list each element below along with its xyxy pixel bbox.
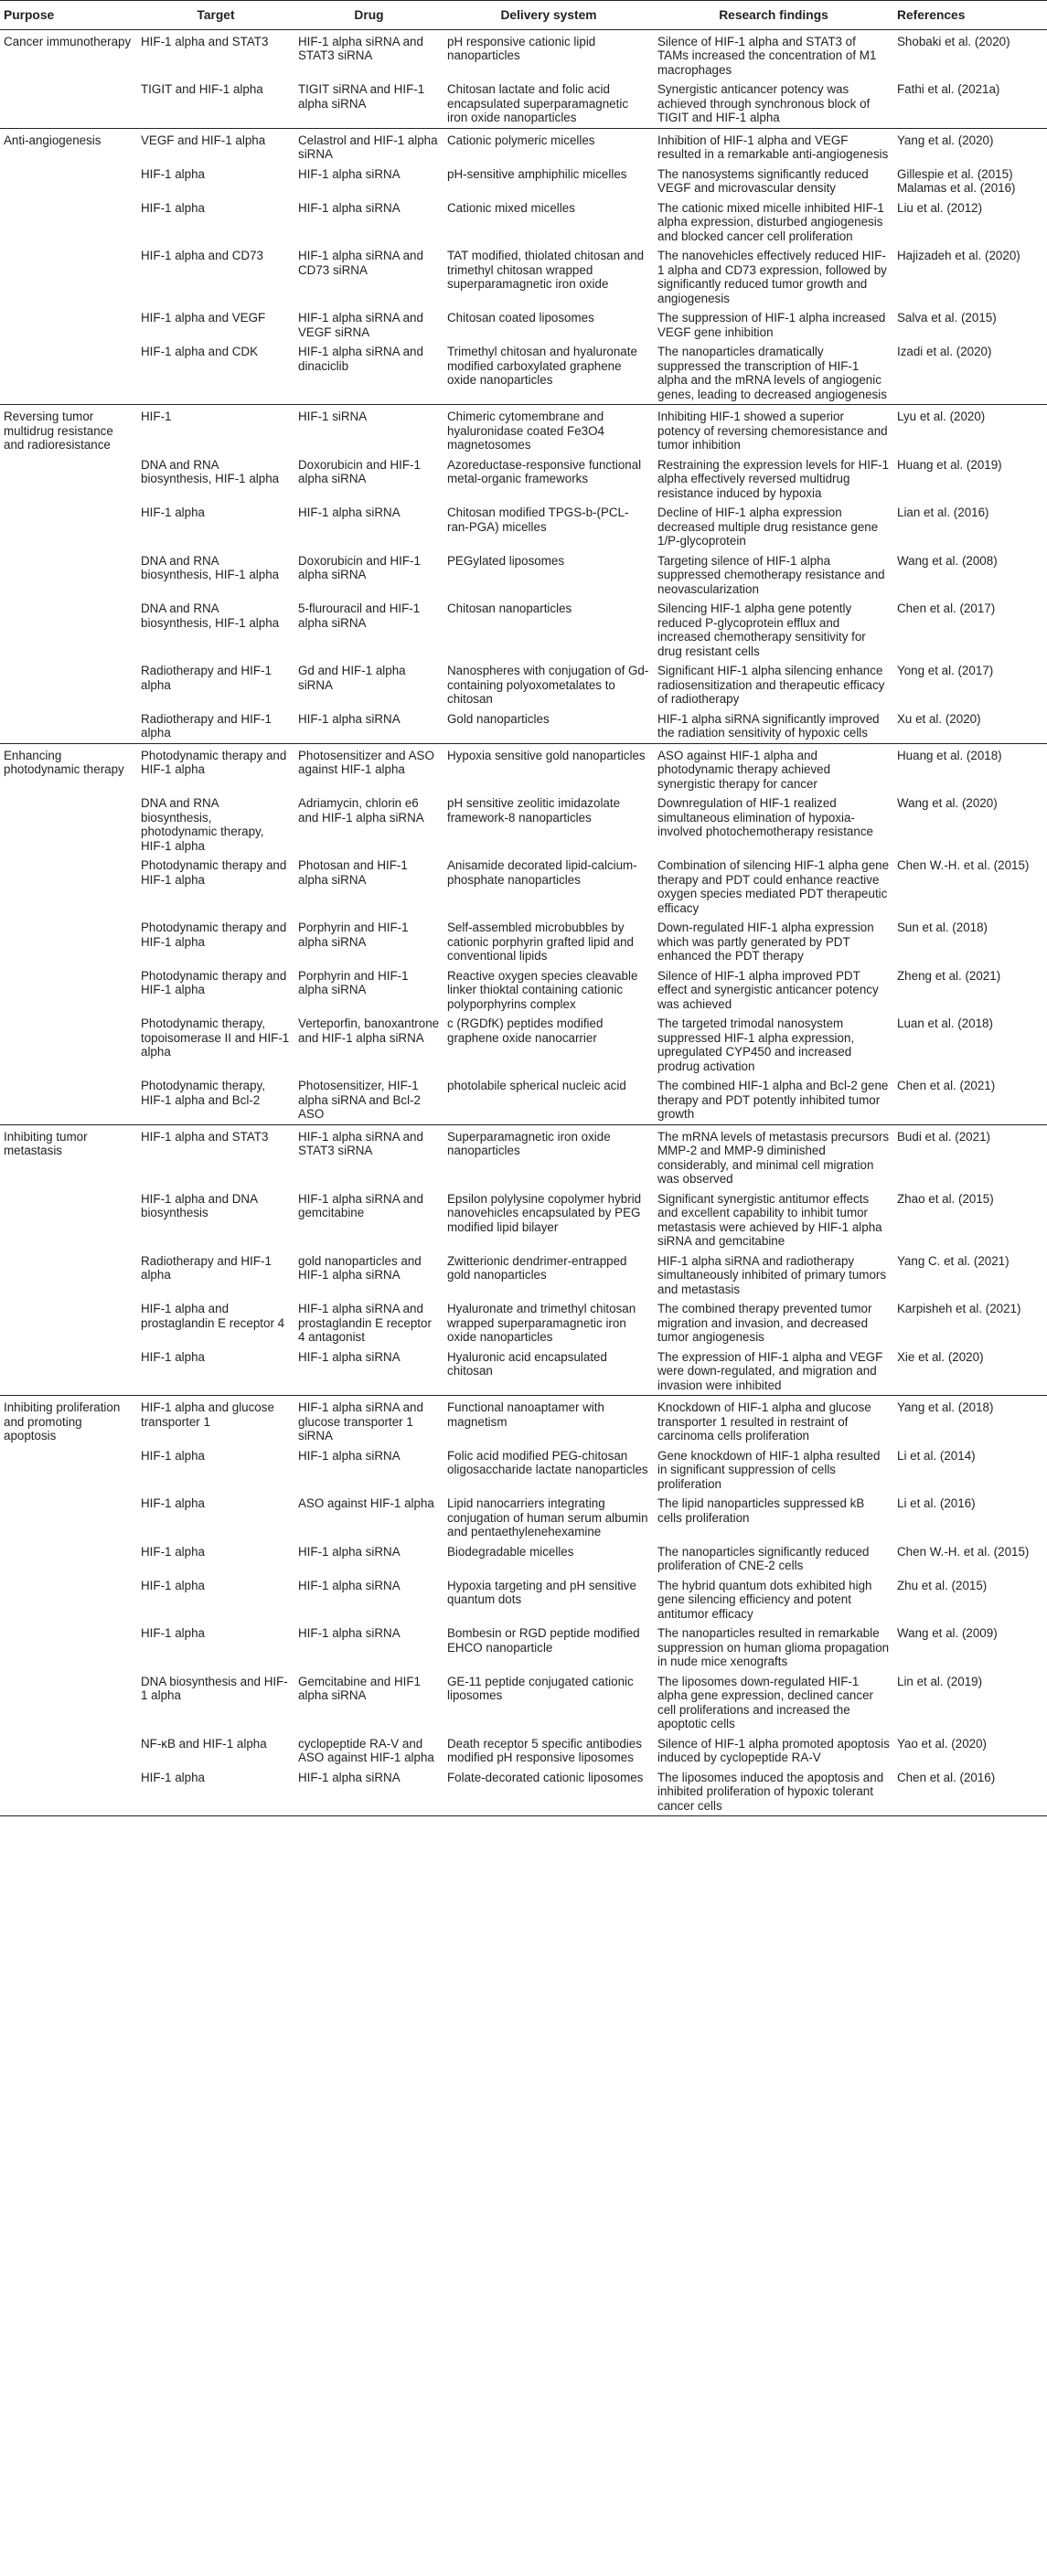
table-row [0, 455, 1047, 504]
cell-purpose [0, 793, 137, 856]
table-row [0, 29, 1047, 80]
table-row [0, 1299, 1047, 1347]
cell-findings: The nanovehicles effectively reduced HIF-1 alpha and CD73 expression, followed by significantly reduced tumor growth and angiogenesis [657, 249, 887, 305]
cell-purpose [0, 455, 137, 504]
table-body [0, 29, 1047, 1816]
cell-target: DNA biosynthesis and HIF-1 alpha [141, 1674, 288, 1702]
cell-delivery: Folate-decorated cationic liposomes [443, 1768, 654, 1816]
cell-purpose: Anti-angiogenesis [0, 128, 137, 165]
cell-refs: Wang et al. (2009) [897, 1626, 998, 1640]
table-row [0, 1542, 1047, 1576]
cell-drug: HIF-1 alpha siRNA [298, 200, 401, 215]
cell-drug: 5-flurouracil and HIF-1 alpha siRNA [298, 601, 421, 630]
cell-findings: The liposomes induced the apoptosis and inhibited proliferation of hypoxic tolerant cancer cells [654, 1768, 893, 1816]
table-row [0, 1768, 1047, 1816]
cell-delivery: Chitosan coated liposomes [447, 311, 594, 325]
cell-target: DNA and RNA biosynthesis, HIF-1 alpha [141, 457, 280, 485]
cell-target: HIF-1 alpha [141, 506, 205, 519]
cell-drug: TIGIT siRNA and HIF-1 alpha siRNA [298, 82, 425, 111]
cell-findings: Inhibiting HIF-1 showed a superior potency of reversing chemoresistance and tumor inhibition [654, 405, 893, 455]
cell-findings: Silence of HIF-1 alpha and STAT3 of TAMs increased the concentration of M1 macrophages [654, 29, 893, 80]
header-target: Target [137, 1, 294, 30]
cell-purpose [0, 1014, 137, 1076]
cell-target: Photodynamic therapy and HIF-1 alpha [141, 921, 287, 949]
cell-purpose [0, 1623, 137, 1672]
cell-findings: Targeting silence of HIF-1 alpha suppressed chemotherapy resistance and neovascularization [657, 553, 885, 596]
cell-purpose [0, 599, 137, 661]
cell-target: Radiotherapy and HIF-1 alpha [141, 1253, 272, 1282]
cell-drug: Porphyrin and HIF-1 alpha siRNA [298, 921, 409, 949]
cell-findings: Restraining the expression levels for HIF-1 alpha effectively reversed multidrug resistance induced by hypoxia [657, 457, 890, 500]
cell-purpose [0, 342, 137, 405]
cell-purpose: Inhibiting tumor metastasis [0, 1124, 137, 1189]
cell-drug: HIF-1 alpha siRNA [298, 1578, 401, 1592]
table-row [0, 1446, 1047, 1495]
cell-drug: HIF-1 siRNA [294, 405, 443, 455]
table-row [0, 128, 1047, 165]
cell-drug: Photosensitizer and ASO against HIF-1 alpha [294, 743, 443, 793]
cell-findings: The combined therapy prevented tumor migration and invasion, and decreased tumor angiogenesis [657, 1302, 872, 1344]
cell-findings: HIF-1 alpha siRNA significantly improved the radiation sensitivity of hypoxic cells [657, 711, 880, 740]
table-row [0, 503, 1047, 551]
cell-target: TIGIT and HIF-1 alpha [141, 82, 263, 96]
table-row [0, 1623, 1047, 1672]
header-drug: Drug [294, 1, 443, 30]
cell-drug: HIF-1 alpha siRNA [298, 1448, 401, 1463]
cell-target: HIF-1 alpha [141, 1349, 205, 1364]
cell-purpose [0, 1446, 137, 1495]
cell-drug: ASO against HIF-1 alpha [298, 1496, 434, 1510]
cell-findings: Silence of HIF-1 alpha promoted apoptosis induced by cyclopeptide RA-V [657, 1736, 890, 1764]
cell-target: HIF-1 alpha [141, 1626, 205, 1640]
cell-target: Radiotherapy and HIF-1 alpha [141, 711, 272, 740]
cell-target: HIF-1 alpha [141, 1544, 205, 1559]
cell-purpose [0, 1494, 137, 1542]
cell-drug: Doxorubicin and HIF-1 alpha siRNA [298, 553, 421, 581]
cell-refs: Lian et al. (2016) [897, 506, 989, 519]
cell-drug: HIF-1 alpha siRNA [298, 1626, 401, 1640]
cell-refs: Chen et al. (2016) [893, 1768, 1047, 1816]
cell-delivery: Chitosan nanoparticles [447, 601, 572, 615]
cell-drug: HIF-1 alpha siRNA [298, 1349, 401, 1364]
cell-delivery: Gold nanoparticles [447, 711, 550, 726]
table-row [0, 80, 1047, 128]
cell-target: Photodynamic therapy, HIF-1 alpha and Bcl-2 [141, 1079, 265, 1107]
cell-refs: Karpisheh et al. (2021) [897, 1302, 1021, 1315]
cell-drug: HIF-1 alpha siRNA and glucose transporter 1 siRNA [294, 1396, 443, 1446]
table-row [0, 918, 1047, 966]
table-row [0, 793, 1047, 856]
cell-delivery: Reactive oxygen species cleavable linker thioktal containing cationic polyporphyrins complex [447, 968, 638, 1011]
cell-purpose [0, 709, 137, 744]
table-row [0, 405, 1047, 455]
cell-findings: The mRNA levels of metastasis precursors MMP-2 and MMP-9 diminished considerably, and minimal cell migration was observed [654, 1124, 893, 1189]
cell-purpose [0, 661, 137, 709]
cell-target: HIF-1 alpha [141, 1448, 205, 1463]
cell-findings: Inhibition of HIF-1 alpha and VEGF resulted in a remarkable anti-angiogenesis [654, 128, 893, 165]
cell-drug: HIF-1 alpha siRNA [298, 711, 401, 726]
cell-delivery: Cationic polymeric micelles [443, 128, 654, 165]
cell-refs: Zheng et al. (2021) [897, 968, 1001, 983]
cell-findings: HIF-1 alpha siRNA and radiotherapy simultaneously inhibited of primary tumors and metastasis [657, 1253, 887, 1296]
table-row [0, 1189, 1047, 1251]
cell-purpose [0, 1251, 137, 1300]
cell-drug: Gemcitabine and HIF1 alpha siRNA [298, 1674, 421, 1702]
cell-delivery: pH responsive cationic lipid nanoparticles [443, 29, 654, 80]
cell-findings: The nanosystems significantly reduced VEGF and microvascular density [657, 166, 869, 195]
cell-refs: Chen W.-H. et al. (2015) [897, 1544, 1030, 1559]
cell-refs: Fathi et al. (2021a) [897, 82, 1000, 96]
cell-refs: Yang C. et al. (2021) [897, 1253, 1010, 1268]
cell-refs: Shobaki et al. (2020) [893, 29, 1047, 80]
cell-target: Photodynamic therapy and HIF-1 alpha [141, 858, 287, 887]
cell-purpose [0, 198, 137, 247]
cell-target: Radiotherapy and HIF-1 alpha [141, 664, 272, 692]
cell-refs: Chen W.-H. et al. (2015) [897, 858, 1030, 872]
cell-delivery: Epsilon polylysine copolymer hybrid nanovehicles encapsulated by PEG modified lipid bilayer [447, 1191, 642, 1234]
cell-purpose: Enhancing photodynamic therapy [0, 743, 137, 793]
cell-delivery: Lipid nanocarriers integrating conjugation of human serum albumin and pentaethylenehexamine [447, 1496, 648, 1538]
cell-target: Photodynamic therapy and HIF-1 alpha [137, 743, 294, 793]
cell-findings: Combination of silencing HIF-1 alpha gene therapy and PDT could enhance reactive oxygen species mediated PDT therapeutic efficacy [657, 858, 890, 915]
cell-target: HIF-1 alpha and STAT3 [137, 29, 294, 80]
table-row [0, 1494, 1047, 1542]
cell-drug: HIF-1 alpha siRNA [298, 506, 401, 519]
cell-delivery: pH-sensitive amphiphilic micelles [447, 166, 627, 181]
cell-refs: Salva et al. (2015) [897, 311, 997, 325]
cell-findings: Down-regulated HIF-1 alpha expression which was partly generated by PDT enhanced the PDT therapy [657, 921, 874, 963]
cell-findings: The liposomes down-regulated HIF-1 alpha gene expression, declined cancer cell proliferations and increased the apoptotic cells [657, 1674, 873, 1730]
cell-refs: Wang et al. (2020) [897, 796, 998, 810]
table-row [0, 246, 1047, 308]
cell-target: HIF-1 [137, 405, 294, 455]
cell-purpose [0, 1734, 137, 1768]
table-row [0, 198, 1047, 247]
cell-delivery: Self-assembled microbubbles by cationic porphyrin grafted lipid and conventional lipids [447, 921, 634, 963]
cell-drug: Photosan and HIF-1 alpha siRNA [298, 858, 408, 887]
cell-target: HIF-1 alpha [141, 200, 205, 215]
cell-findings: The cationic mixed micelle inhibited HIF-1 alpha expression, disturbed angiogenesis and blocked cancer cell proliferation [657, 200, 884, 243]
cell-drug: Gd and HIF-1 alpha siRNA [298, 664, 406, 692]
cell-purpose [0, 165, 137, 198]
cell-target: Photodynamic therapy and HIF-1 alpha [141, 968, 287, 996]
cell-target: NF-κB and HIF-1 alpha [141, 1736, 267, 1751]
cell-drug: Photosensitizer, HIF-1 alpha siRNA and Bcl-2 ASO [298, 1079, 421, 1121]
cell-drug: HIF-1 alpha siRNA [294, 1768, 443, 1816]
cell-purpose [0, 1189, 137, 1251]
cell-drug: gold nanoparticles and HIF-1 alpha siRNA [298, 1253, 422, 1282]
cell-target: HIF-1 alpha [137, 1768, 294, 1816]
cell-delivery: photolabile spherical nucleic acid [447, 1079, 626, 1092]
cell-refs: Chen et al. (2017) [897, 601, 996, 615]
cell-findings: The combined HIF-1 alpha and Bcl-2 gene therapy and PDT potently inhibited tumor growth [657, 1079, 889, 1121]
cell-drug: HIF-1 alpha siRNA and prostaglandin E receptor 4 antagonist [298, 1302, 432, 1344]
table-row [0, 1576, 1047, 1624]
cell-delivery: Zwitterionic dendrimer-entrapped gold nanoparticles [447, 1253, 627, 1282]
cell-refs: Gillespie et al. (2015) Malamas et al. (2016) [897, 166, 1016, 195]
table-row [0, 551, 1047, 600]
table-row [0, 1124, 1047, 1189]
cell-findings: Decline of HIF-1 alpha expression decreased multiple drug resistance gene 1/P-glycoprotein [657, 506, 879, 548]
table-row [0, 661, 1047, 709]
table-row [0, 1347, 1047, 1396]
cell-drug: HIF-1 alpha siRNA and dinaciclib [298, 345, 423, 373]
cell-refs: Zhu et al. (2015) [897, 1578, 988, 1592]
cell-delivery: Chitosan modified TPGS-b-(PCL-ran-PGA) micelles [447, 506, 629, 534]
cell-delivery: Death receptor 5 specific antibodies modified pH responsive liposomes [447, 1736, 642, 1764]
cell-target: HIF-1 alpha and prostaglandin E receptor 4 [141, 1302, 285, 1330]
cell-findings: The expression of HIF-1 alpha and VEGF were down-regulated, and migration and invasion were inhibited [657, 1349, 883, 1392]
cell-delivery: c (RGDfK) peptides modified graphene oxide nanocarrier [447, 1017, 604, 1045]
header-findings: Research findings [654, 1, 893, 30]
cell-findings: The lipid nanoparticles suppressed kB cells proliferation [657, 1496, 865, 1525]
cell-refs: Huang et al. (2018) [893, 743, 1047, 793]
cell-refs: Lin et al. (2019) [897, 1674, 983, 1688]
table-row [0, 1014, 1047, 1076]
cell-purpose [0, 1672, 137, 1734]
cell-purpose: Inhibiting proliferation and promoting apoptosis [0, 1396, 137, 1446]
table-row [0, 1734, 1047, 1768]
cell-purpose [0, 1076, 137, 1124]
cell-findings: Synergistic anticancer potency was achieved through synchronous block of TIGIT and HIF-1 alpha [657, 82, 871, 124]
cell-purpose [0, 1347, 137, 1396]
cell-purpose [0, 1768, 137, 1816]
cell-drug: Doxorubicin and HIF-1 alpha siRNA [298, 457, 421, 485]
table-row [0, 342, 1047, 405]
cell-findings: Significant HIF-1 alpha silencing enhance radiosensitization and therapeutic efficacy of radiotherapy [657, 664, 885, 706]
header-refs: References [893, 1, 1047, 30]
cell-target: DNA and RNA biosynthesis, HIF-1 alpha [141, 553, 280, 581]
cell-refs: Huang et al. (2019) [897, 457, 1002, 472]
cell-findings: Significant synergistic antitumor effects and excellent capability to inhibit tumor metastasis were achieved by HIF-1 alpha siRNA and gemcitabine [657, 1191, 882, 1248]
cell-refs: Yao et al. (2020) [897, 1736, 988, 1751]
table-row [0, 1396, 1047, 1446]
cell-drug: Adriamycin, chlorin e6 and HIF-1 alpha siRNA [298, 796, 424, 825]
cell-refs: Chen et al. (2021) [897, 1079, 996, 1092]
header-delivery: Delivery system [443, 1, 654, 30]
cell-delivery: Superparamagnetic iron oxide nanoparticles [443, 1124, 654, 1189]
cell-findings: Silencing HIF-1 alpha gene potently reduced P-glycoprotein efflux and increased chemotherapy sensitivity for drug resistant cells [657, 601, 866, 658]
cell-purpose [0, 503, 137, 551]
cell-purpose [0, 246, 137, 308]
cell-drug: cyclopeptide RA-V and ASO against HIF-1 alpha [298, 1736, 434, 1764]
cell-refs: Xu et al. (2020) [897, 711, 981, 726]
cell-drug: HIF-1 alpha siRNA [298, 1544, 401, 1559]
cell-findings: ASO against HIF-1 alpha and photodynamic therapy achieved synergistic therapy for cancer [654, 743, 893, 793]
cell-drug: HIF-1 alpha siRNA [298, 166, 401, 181]
cell-drug: Celastrol and HIF-1 alpha siRNA [294, 128, 443, 165]
cell-delivery: pH sensitive zeolitic imidazolate framework-8 nanoparticles [447, 796, 621, 825]
cell-refs: Zhao et al. (2015) [897, 1191, 994, 1206]
cell-delivery: PEGylated liposomes [447, 553, 565, 568]
header-purpose: Purpose [0, 1, 137, 30]
cell-refs: Wang et al. (2008) [897, 553, 998, 568]
cell-findings: The suppression of HIF-1 alpha increased VEGF gene inhibition [657, 311, 886, 339]
cell-findings: Knockdown of HIF-1 alpha and glucose transporter 1 resulted in restraint of carcinoma cells proliferation [654, 1396, 893, 1446]
cell-refs: Lyu et al. (2020) [893, 405, 1047, 455]
cell-delivery: Hypoxia sensitive gold nanoparticles [443, 743, 654, 793]
table-row [0, 1251, 1047, 1300]
cell-findings: The targeted trimodal nanosystem suppressed HIF-1 alpha expression, upregulated CYP450 and increased prodrug activation [657, 1017, 855, 1073]
cell-target: HIF-1 alpha and CD73 [141, 249, 263, 262]
cell-delivery: Azoreductase-responsive functional metal-organic frameworks [447, 457, 642, 485]
cell-delivery: Cationic mixed micelles [447, 200, 575, 215]
cell-purpose: Cancer immunotherapy [0, 29, 137, 80]
cell-purpose [0, 308, 137, 342]
cell-refs: Li et al. (2016) [897, 1496, 976, 1510]
cell-refs: Sun et al. (2018) [897, 921, 988, 934]
cell-delivery: Anisamide decorated lipid-calcium-phosphate nanoparticles [447, 858, 637, 887]
cell-drug: HIF-1 alpha siRNA and STAT3 siRNA [294, 29, 443, 80]
cell-purpose [0, 80, 137, 128]
cell-refs: Budi et al. (2021) [893, 1124, 1047, 1189]
cell-purpose [0, 918, 137, 966]
cell-purpose [0, 551, 137, 600]
cell-delivery: Functional nanoaptamer with magnetism [443, 1396, 654, 1446]
cell-drug: HIF-1 alpha siRNA and CD73 siRNA [298, 249, 423, 277]
table-row [0, 966, 1047, 1015]
cell-refs: Luan et al. (2018) [897, 1017, 993, 1030]
cell-target: VEGF and HIF-1 alpha [137, 128, 294, 165]
cell-refs: Yang et al. (2018) [893, 1396, 1047, 1446]
table-row [0, 856, 1047, 918]
cell-target: HIF-1 alpha [141, 166, 205, 181]
cell-drug: HIF-1 alpha siRNA and gemcitabine [298, 1191, 423, 1219]
cell-refs: Hajizadeh et al. (2020) [897, 249, 1020, 262]
cell-target: HIF-1 alpha [141, 1496, 205, 1510]
cell-purpose [0, 856, 137, 918]
cell-target: HIF-1 alpha and VEGF [141, 311, 266, 325]
cell-drug: HIF-1 alpha siRNA and VEGF siRNA [298, 311, 423, 339]
table-row [0, 599, 1047, 661]
cell-delivery: Hyaluronate and trimethyl chitosan wrapped superparamagnetic iron oxide nanoparticles [447, 1302, 636, 1344]
table-row [0, 1076, 1047, 1124]
cell-delivery: Hypoxia targeting and pH sensitive quantum dots [447, 1578, 636, 1606]
cell-target: HIF-1 alpha and CDK [141, 345, 259, 358]
cell-target: HIF-1 alpha [141, 1578, 205, 1592]
cell-delivery: Nanospheres with conjugation of Gd-containing polyoxometalates to chitosan [447, 664, 649, 706]
cell-drug: Verteporfin, banoxantrone and HIF-1 alpha siRNA [298, 1017, 440, 1045]
table-row [0, 165, 1047, 198]
cell-delivery: TAT modified, thiolated chitosan and trimethyl chitosan wrapped superparamagnetic iron oxide [447, 249, 645, 291]
cell-target: HIF-1 alpha and glucose transporter 1 [137, 1396, 294, 1446]
cell-findings: The nanoparticles dramatically suppressed the transcription of HIF-1 alpha and the mRNA levels of angiogenic genes, leading to decreased angiogenesis [657, 345, 887, 401]
cell-drug: HIF-1 alpha siRNA and STAT3 siRNA [294, 1124, 443, 1189]
cell-findings: The nanoparticles significantly reduced proliferation of CNE-2 cells [657, 1544, 870, 1572]
cell-delivery: Hyaluronic acid encapsulated chitosan [447, 1349, 607, 1378]
cell-purpose [0, 966, 137, 1015]
cell-target: DNA and RNA biosynthesis, photodynamic therapy, HIF-1 alpha [141, 796, 264, 853]
cell-purpose: Reversing tumor multidrug resistance and radioresistance [0, 405, 137, 455]
table-header [0, 1, 1047, 30]
cell-delivery: Bombesin or RGD peptide modified EHCO nanoparticle [447, 1626, 640, 1655]
cell-drug: Porphyrin and HIF-1 alpha siRNA [298, 968, 409, 996]
cell-delivery: GE-11 peptide conjugated cationic liposomes [447, 1674, 634, 1702]
cell-delivery: Trimethyl chitosan and hyaluronate modified carboxylated graphene oxide nanoparticles [447, 345, 637, 387]
cell-target: HIF-1 alpha and DNA biosynthesis [141, 1191, 258, 1219]
cell-target: Photodynamic therapy, topoisomerase II and HIF-1 alpha [141, 1017, 290, 1059]
table-row [0, 709, 1047, 744]
cell-target: DNA and RNA biosynthesis, HIF-1 alpha [141, 601, 280, 630]
cell-findings: Gene knockdown of HIF-1 alpha resulted in significant suppression of cells proliferation [657, 1448, 881, 1491]
table-row [0, 308, 1047, 342]
table-row [0, 1672, 1047, 1734]
cell-delivery: Folic acid modified PEG-chitosan oligosaccharide lactate nanoparticles [447, 1448, 648, 1476]
cell-findings: The nanoparticles resulted in remarkable suppression on human glioma propagation in nude mice xenografts [657, 1626, 890, 1668]
cell-refs: Xie et al. (2020) [897, 1349, 984, 1364]
cell-refs: Yong et al. (2017) [897, 664, 994, 677]
cell-findings: The hybrid quantum dots exhibited high gene silencing efficiency and potent antitumor efficacy [657, 1578, 872, 1621]
cell-purpose [0, 1576, 137, 1624]
cell-refs: Izadi et al. (2020) [897, 345, 992, 358]
cell-findings: Silence of HIF-1 alpha improved PDT effect and synergistic anticancer potency was achieved [657, 968, 879, 1011]
cell-findings: Downregulation of HIF-1 realized simultaneous elimination of hypoxia-involved photochemotherapy resistance [657, 796, 873, 838]
cell-refs: Liu et al. (2012) [897, 200, 983, 215]
cell-refs: Yang et al. (2020) [893, 128, 1047, 165]
cell-delivery: Chimeric cytomembrane and hyaluronidase coated Fe3O4 magnetosomes [443, 405, 654, 455]
cell-target: HIF-1 alpha and STAT3 [137, 1124, 294, 1189]
table-row [0, 743, 1047, 793]
cell-refs: Li et al. (2014) [897, 1448, 976, 1463]
cell-delivery: Chitosan lactate and folic acid encapsulated superparamagnetic iron oxide nanoparticles [447, 82, 629, 124]
cell-purpose [0, 1542, 137, 1576]
cell-purpose [0, 1299, 137, 1347]
cell-delivery: Biodegradable micelles [447, 1544, 574, 1559]
